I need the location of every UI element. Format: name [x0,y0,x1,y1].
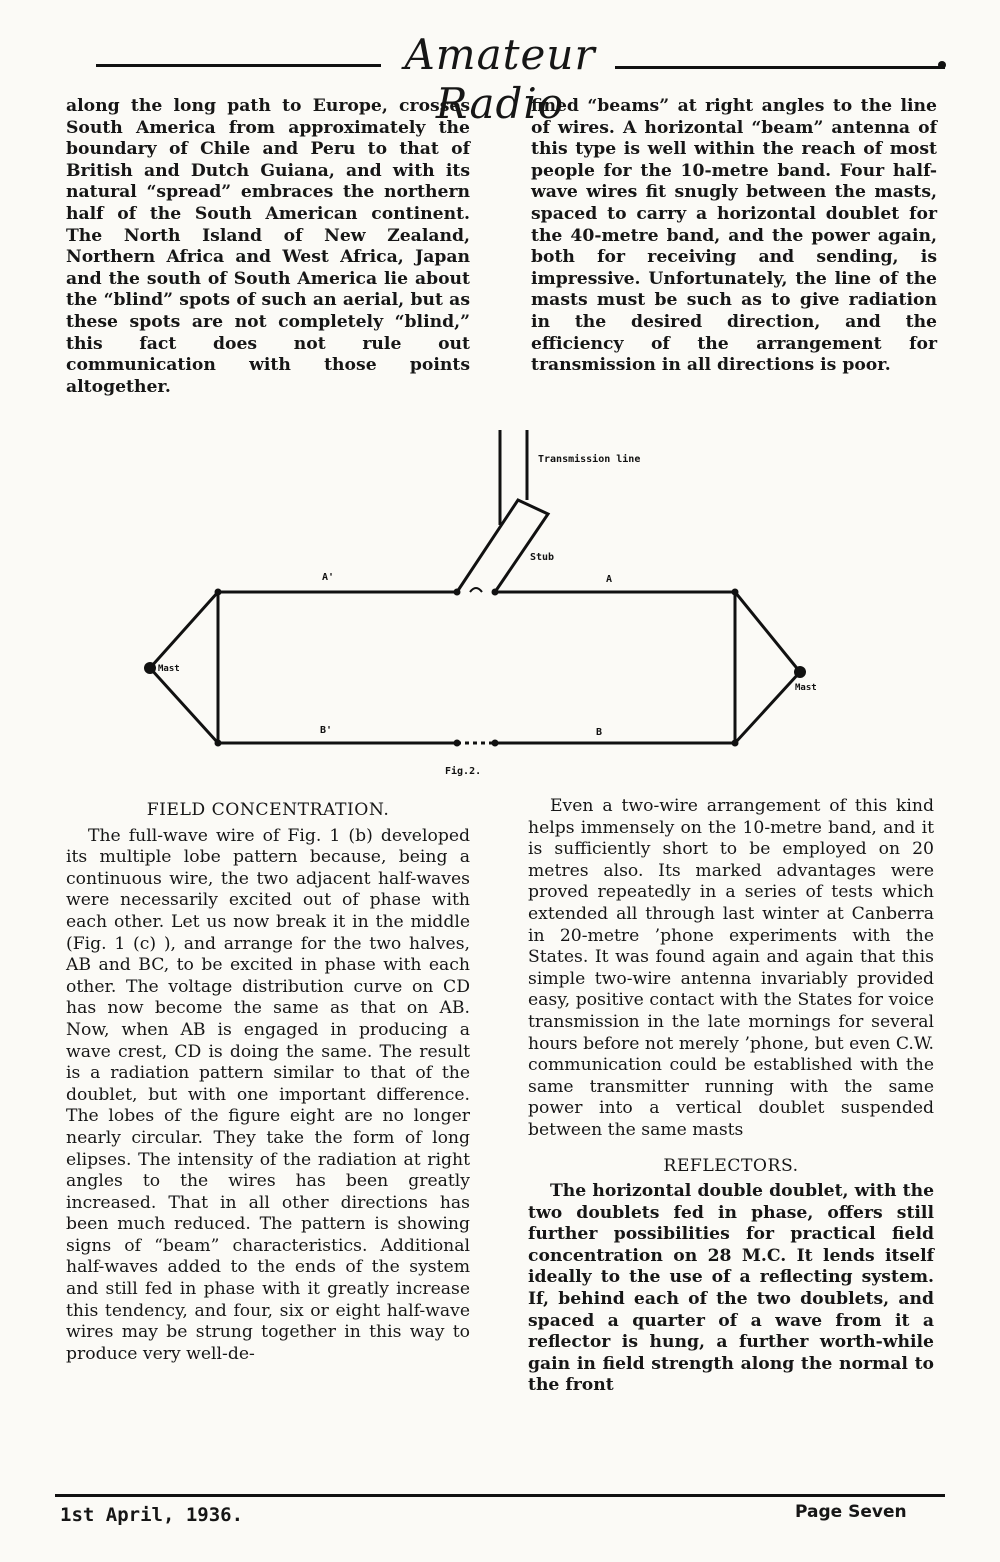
masthead-title: Amateur Radio [404,30,596,128]
paragraph-continued-europe: along the long path to Europe, crosses South America from approximately the boundary of Chile and Peru to that of British and Dutch Guiana, and with its natural “spread” embraces the northern half of the South American continent. The North Island of New Zealand, Northern Africa and West Africa, Japan and the south of South America lie about the “blind” spots of such an aerial, but as these spots are not completely “blind,” this fact does not rule out communication with those points altogether. [66,96,470,397]
junction-dot [732,740,739,747]
junction-dot [454,589,461,596]
junction-dot [492,589,499,596]
label-mast-right: Mast [795,683,817,693]
guy-left-top [150,592,218,668]
label-a-prime: A' [322,572,335,583]
label-a: A [606,574,613,585]
footer-rule [55,1494,945,1497]
column-bottom-left [66,800,470,1365]
junction-dot [732,589,739,596]
paragraph-reflectors: The horizontal double doublet, with the two doublets fed in phase, offers still further possibilities for practical field concentration on 28 M.C. It lends itself ideally to the use of a reflecting system. If, behind each of the two doublets, and spaced a quarter of a wave from it a reflector is hung, a further worth-while gain in field strength along the normal to the front [528,1181,934,1396]
column-top-right [531,96,937,377]
figure-caption: Fig.2. [445,766,482,777]
guy-right-top [735,592,800,672]
column-top-left [66,96,470,398]
column-bottom-right [528,796,934,1397]
label-stub: Stub [530,552,555,563]
junction-dot [215,740,222,747]
label-b: B [596,727,603,738]
masthead-rule-left [96,64,381,67]
masthead-dot [938,61,946,69]
mast-right-dot [794,666,806,678]
center-insulator-top [470,588,482,592]
paragraph-continued-beams: fined “beams” at right angles to the line of wires. A horizontal “beam” antenna of this type is well within the reach of most people for the 10-metre band. Four half-wave wires fit snugly between the masts, spaced to carry a horizontal doublet for the 40-metre band, and the power again, both for receiving and sending, is impressive. Unfortunately, the line of the masts must be such as to give radiation in the desired direction, and the efficiency of the arrangement for transmission in all directions is poor. [531,96,937,376]
figure-2-antenna-diagram [120,420,840,785]
footer-date: 1st April, 1936. [60,1504,244,1526]
label-b-prime: B' [320,725,333,736]
mast-left-dot [144,662,156,674]
junction-dot [215,589,222,596]
paragraph-two-wire: Even a two-wire arrangement of this kind helps immensely on the 10-metre band, and it is sufficiently short to be employed on 20 metres also. Its marked advantages were proved repeatedly in a series of tests which extended all through last winter at Canberra in 20-metre ’phone experiments with the States. It was found again and again that this simple two-wire antenna invariably provided easy, positive contact with the States for voice transmission in the late mornings for several hours before not merely ’phone, but even C.W. communication could be established with the same transmitter running with the same power into a vertical doublet suspended between the same masts [528,796,934,1140]
label-mast-left: Mast [158,664,180,674]
paragraph-field-concentration: The full-wave wire of Fig. 1 (b) developed its multiple lobe pattern because, being a continuous wire, the two adjacent half-waves were necessarily excited out of phase with each other. Let us now break it in the middle (Fig. 1 (c) ), and arrange for the two halves, AB and BC, to be excited in phase with each other. The voltage distribution curve on CD has now become the same as that on AB. Now, when AB is engaged in producing a wave crest, CD is doing the same. The result is a radiation pattern similar to that of the doublet, but with one important difference. The lobes of the figure eight are no longer nearly circular. They take the form of long elipses. The intensity of the radiation at right angles to the wires has been greatly increased. That in all other directions has been much reduced. The pattern is showing signs of “beam” characteristics. Additional half-waves added to the ends of the system and still fed in phase with it greatly increase this tendency, and four, six or eight half-wave wires may be strung together in this way to produce very well-de- [66,825,470,1364]
junction-dot [454,740,461,747]
heading-field-concentration: FIELD CONCENTRATION. [146,800,390,820]
masthead-rule-right [615,66,945,69]
footer-page-number: Page Seven [795,1502,907,1522]
label-transmission-line: Transmission line [538,454,641,465]
guy-right-bottom [735,672,800,743]
guy-left-bottom [150,668,218,743]
stub [457,500,548,592]
junction-dot [492,740,499,747]
heading-reflectors: REFLECTORS. [663,1155,799,1176]
